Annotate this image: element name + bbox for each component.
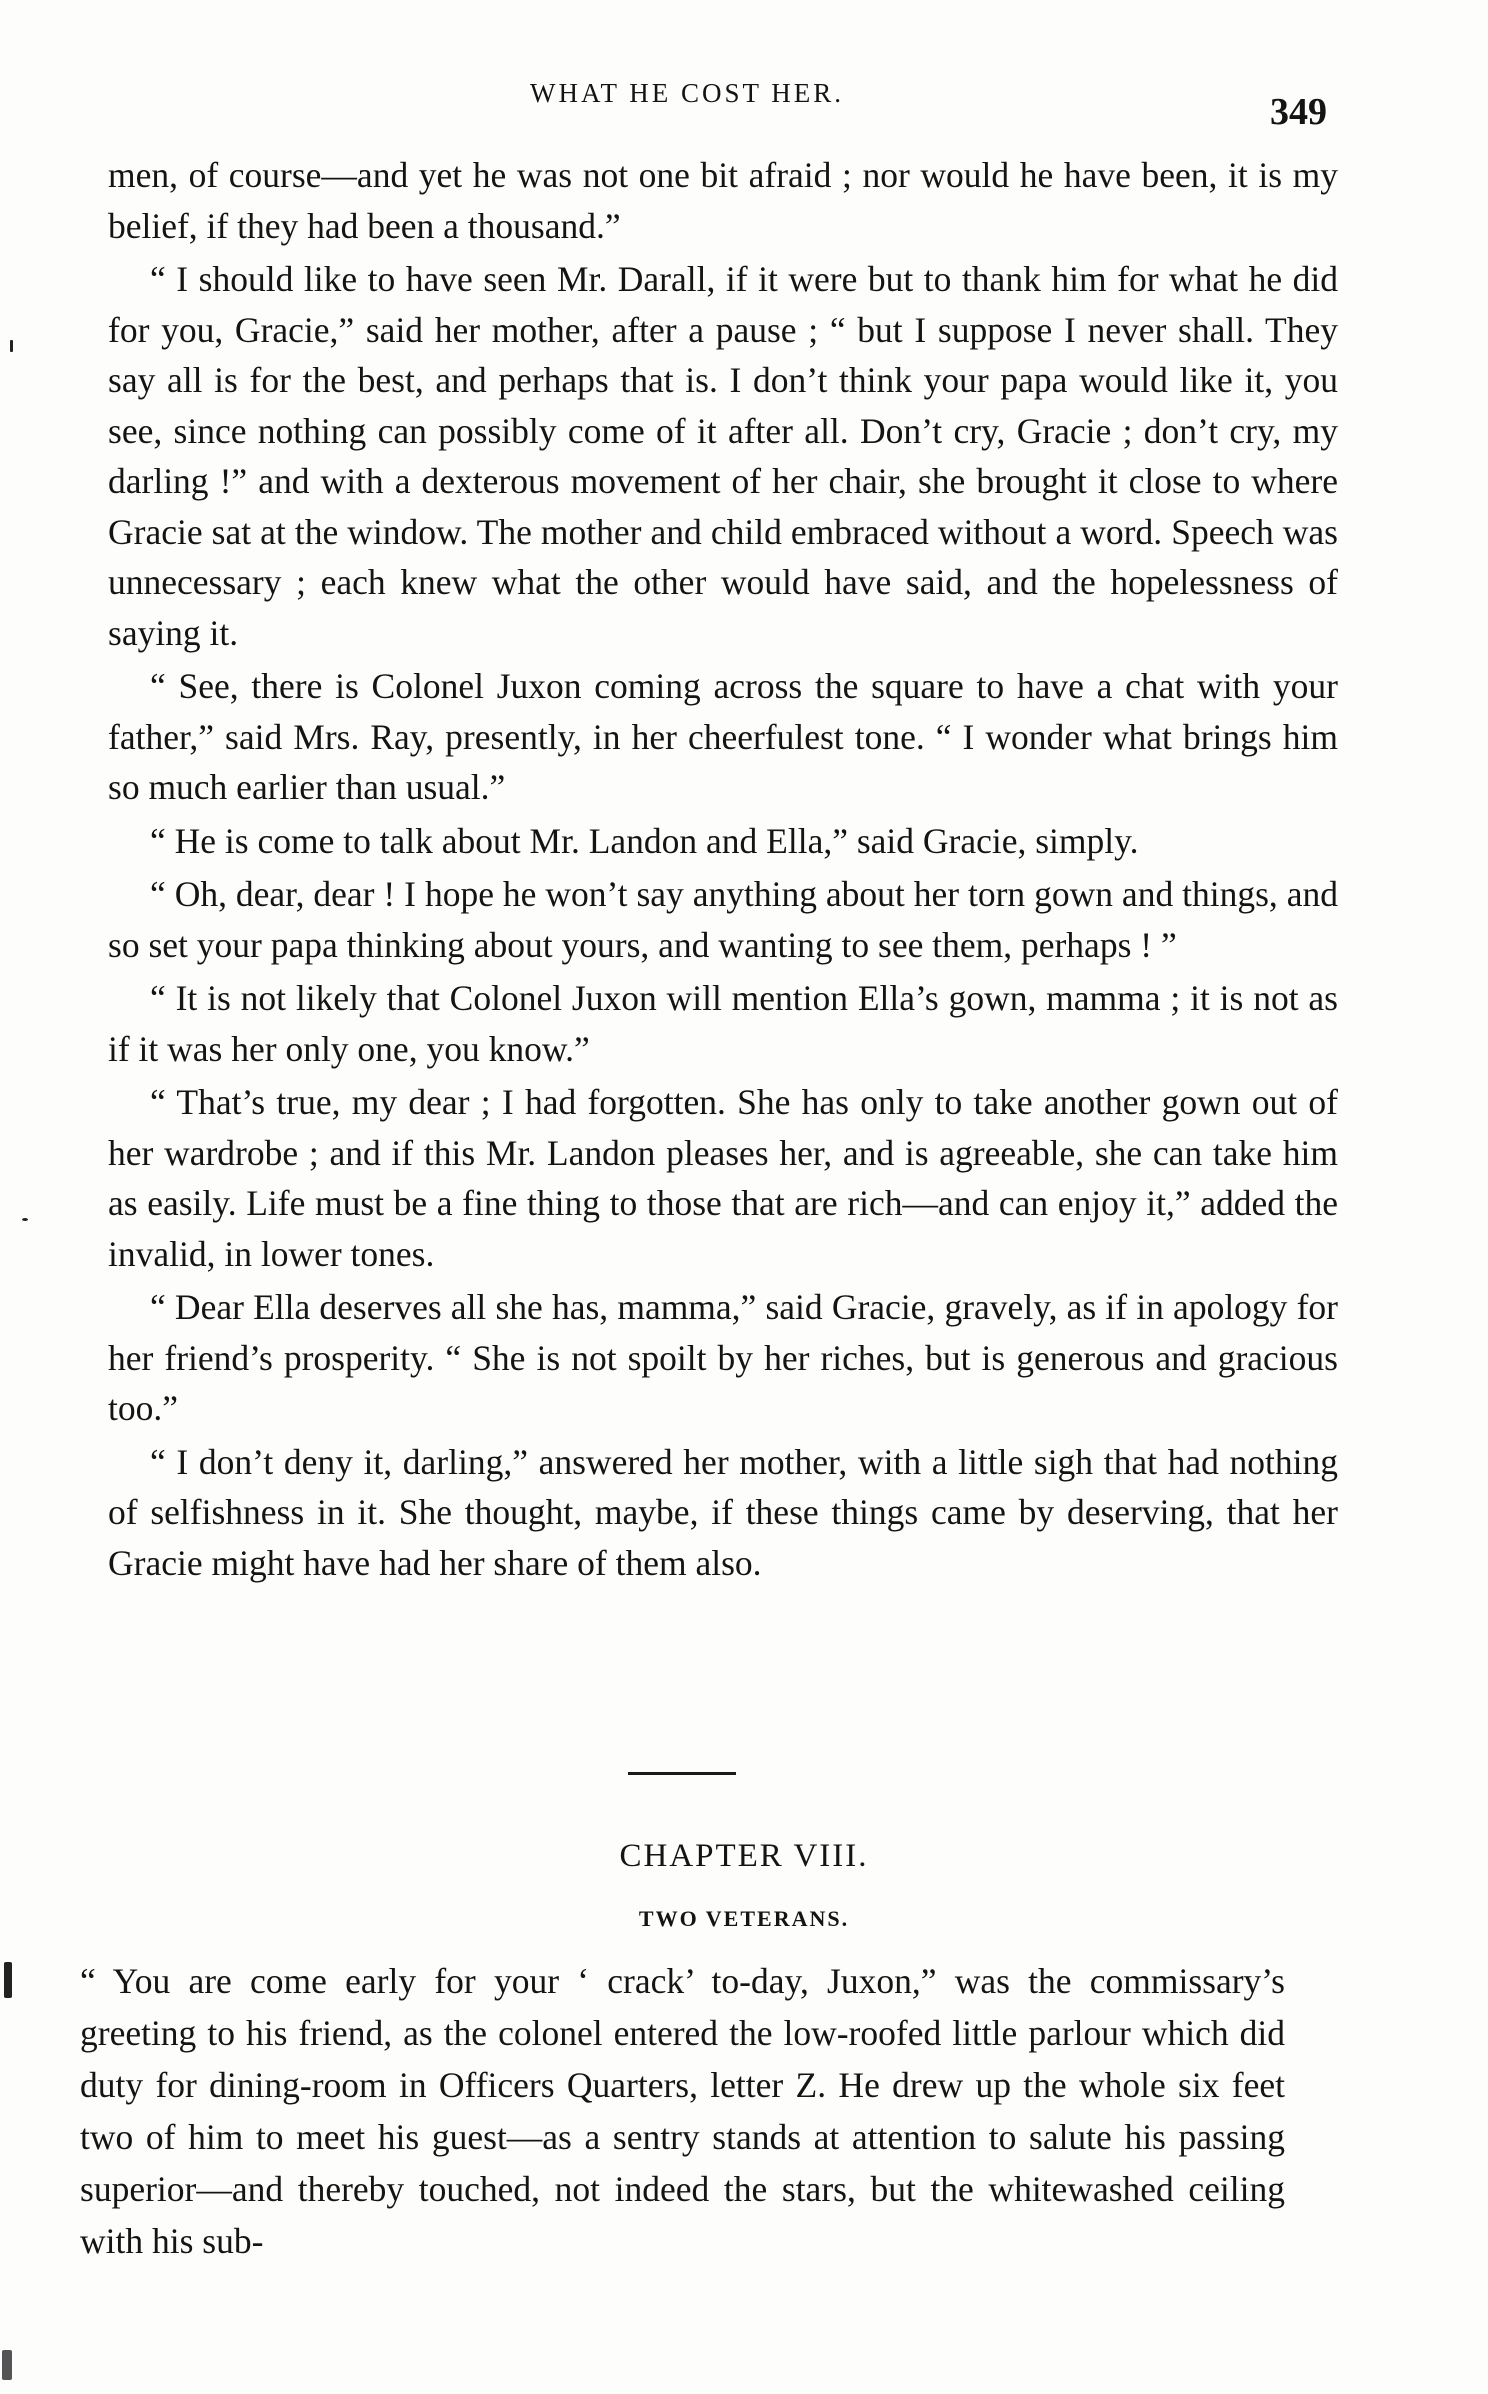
page-number: 349 xyxy=(1270,91,1327,133)
paragraph: “ He is come to talk about Mr. Landon and Ella,” said Gracie, simply. xyxy=(150,820,1139,861)
scan-speck xyxy=(2,2350,12,2380)
chapter-heading: CHAPTER VIII. xyxy=(619,1838,869,1874)
scan-speck xyxy=(22,1218,28,1221)
scan-speck xyxy=(10,340,13,352)
paragraph: “ Oh, dear, dear ! I hope he won’t say anything about her torn gown and things, and so set your papa thinking about yours, and wanting to see them, perhaps ! ” xyxy=(108,874,1338,965)
paragraph: “ See, there is Colonel Juxon coming across the square to have a chat with your father,” said Mrs. Ray, presently, in her cheerfulest tone. “ I wonder what brings him so much earlier than usual.” xyxy=(108,666,1338,807)
paragraph: men, of course—and yet he was not one bit afraid ; nor would he have been, it is my belief, if they had been a thousand.” xyxy=(108,155,1338,246)
running-title: WHAT HE COST HER. xyxy=(530,78,845,108)
chapter-text xyxy=(80,1955,1285,2267)
paragraph: “ I don’t deny it, darling,” answered her mother, with a little sigh that had nothing of selfishness in it. She thought, maybe, if these things came by deserving, that her Gracie might have had her share of them also. xyxy=(108,1441,1338,1583)
paragraph: “ That’s true, my dear ; I had forgotten. She has only to take another gown out of her wardrobe ; and if this Mr. Landon pleases her, and is agreeable, she can take him as easily. Life must be a fine thing to those that are rich—and can enjoy it,” added the invalid, in lower tones. xyxy=(108,1082,1338,1274)
paragraph: “ You are come early for your ‘ crack’ to-day, Juxon,” was the commissary’s greeting to his friend, as the colonel entered the low-roofed little parlour which did duty for dining-room in Officers Quarters, letter Z. He drew up the whole six feet two of him to meet his guest—as a sentry stands at attention to salute his passing superior—and thereby touched, not indeed the stars, but the whitewashed ceiling with his sub- xyxy=(80,1961,1285,2261)
body-text xyxy=(108,150,1338,1588)
paragraph: “ Dear Ella deserves all she has, mamma,” said Gracie, gravely, as if in apology for her friend’s prosperity. “ She is not spoilt by her riches, but is generous and gracious too.” xyxy=(108,1287,1338,1428)
chapter-subtitle: TWO VETERANS. xyxy=(638,1906,850,1931)
paragraph: “ I should like to have seen Mr. Darall, if it were but to thank him for what he did for you, Gracie,” said her mother, after a pause ; “ but I suppose I never shall. They say all is for the best, and perhaps that is. I don’t think your papa would like it, you see, since nothing can possibly come of it after all. Don’t cry, Gracie ; don’t cry, my darling !” and with a dexterous movement of her chair, she brought it close to where Gracie sat at the window. The mother and child embraced without a word. Speech was unnecessary ; each knew what the other would have said, and the hopelessness of saying it. xyxy=(108,259,1338,653)
scan-speck xyxy=(4,1962,12,1998)
section-divider xyxy=(628,1772,736,1775)
paragraph: “ It is not likely that Colonel Juxon will mention Ella’s gown, mamma ; it is not as if it was her only one, you know.” xyxy=(108,978,1338,1069)
